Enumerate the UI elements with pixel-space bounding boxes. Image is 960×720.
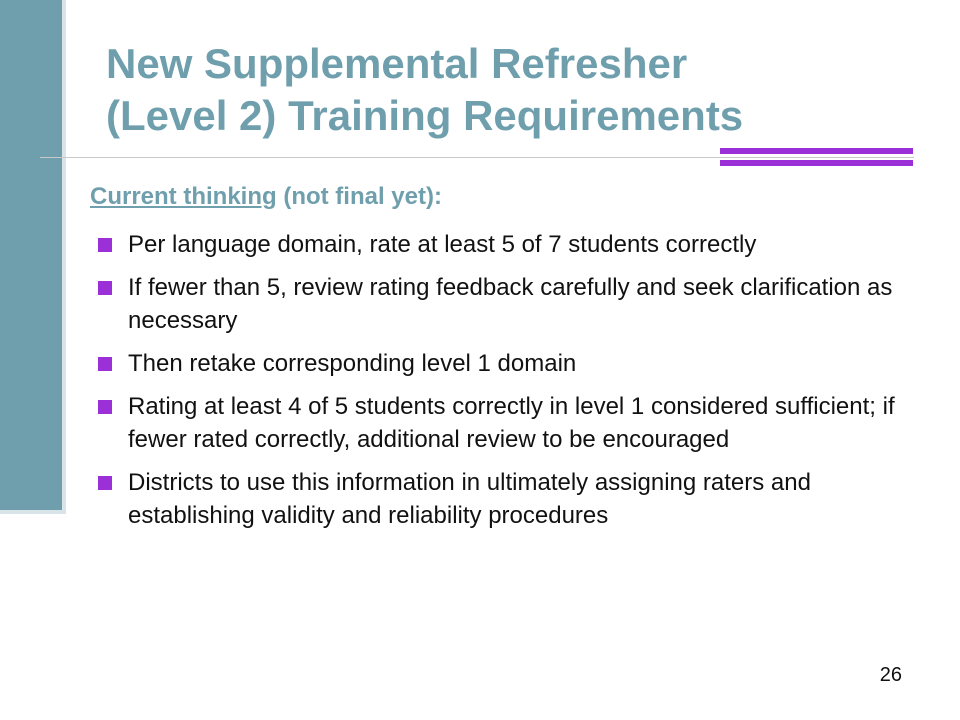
bullet-item-2 <box>98 271 928 337</box>
accent-line-top <box>720 148 913 154</box>
square-bullet-icon <box>98 476 112 490</box>
slide-title <box>106 38 926 142</box>
subheading-note: (not final yet): <box>276 183 442 210</box>
left-accent-bar-shadow <box>62 0 66 514</box>
bullet-item-4 <box>98 390 928 456</box>
bullet-text-5: Districts to use this information in ultimately assigning raters and establishing validity and reliability procedures <box>128 469 811 529</box>
slide-title-line-2: (Level 2) Training Requirements <box>106 92 744 139</box>
title-divider <box>40 157 914 158</box>
current-thinking-link[interactable]: Current thinking <box>90 183 277 210</box>
square-bullet-icon <box>98 400 112 414</box>
square-bullet-icon <box>98 281 112 295</box>
bullet-text-4: Rating at least 4 of 5 students correctly in level 1 considered sufficient; if fewer rated correctly, additional review to be encouraged <box>128 393 895 453</box>
subheading <box>90 180 442 214</box>
bullet-item-5 <box>98 466 928 532</box>
left-accent-bar <box>0 0 62 512</box>
square-bullet-icon <box>98 357 112 371</box>
square-bullet-icon <box>98 238 112 252</box>
bullet-item-1 <box>98 228 928 261</box>
bullet-text-3: Then retake corresponding level 1 domain <box>128 350 577 377</box>
bullet-list <box>98 228 928 542</box>
left-accent-bar-bottom-shadow <box>0 510 66 514</box>
bullet-text-1: Per language domain, rate at least 5 of 7 students correctly <box>128 231 757 258</box>
page-number: 26 <box>879 664 902 686</box>
slide-title-line-1: New Supplemental Refresher <box>106 40 688 87</box>
accent-line-bottom <box>720 160 913 166</box>
bullet-text-2: If fewer than 5, review rating feedback carefully and seek clarification as necessary <box>128 274 893 334</box>
bullet-item-3 <box>98 347 928 380</box>
